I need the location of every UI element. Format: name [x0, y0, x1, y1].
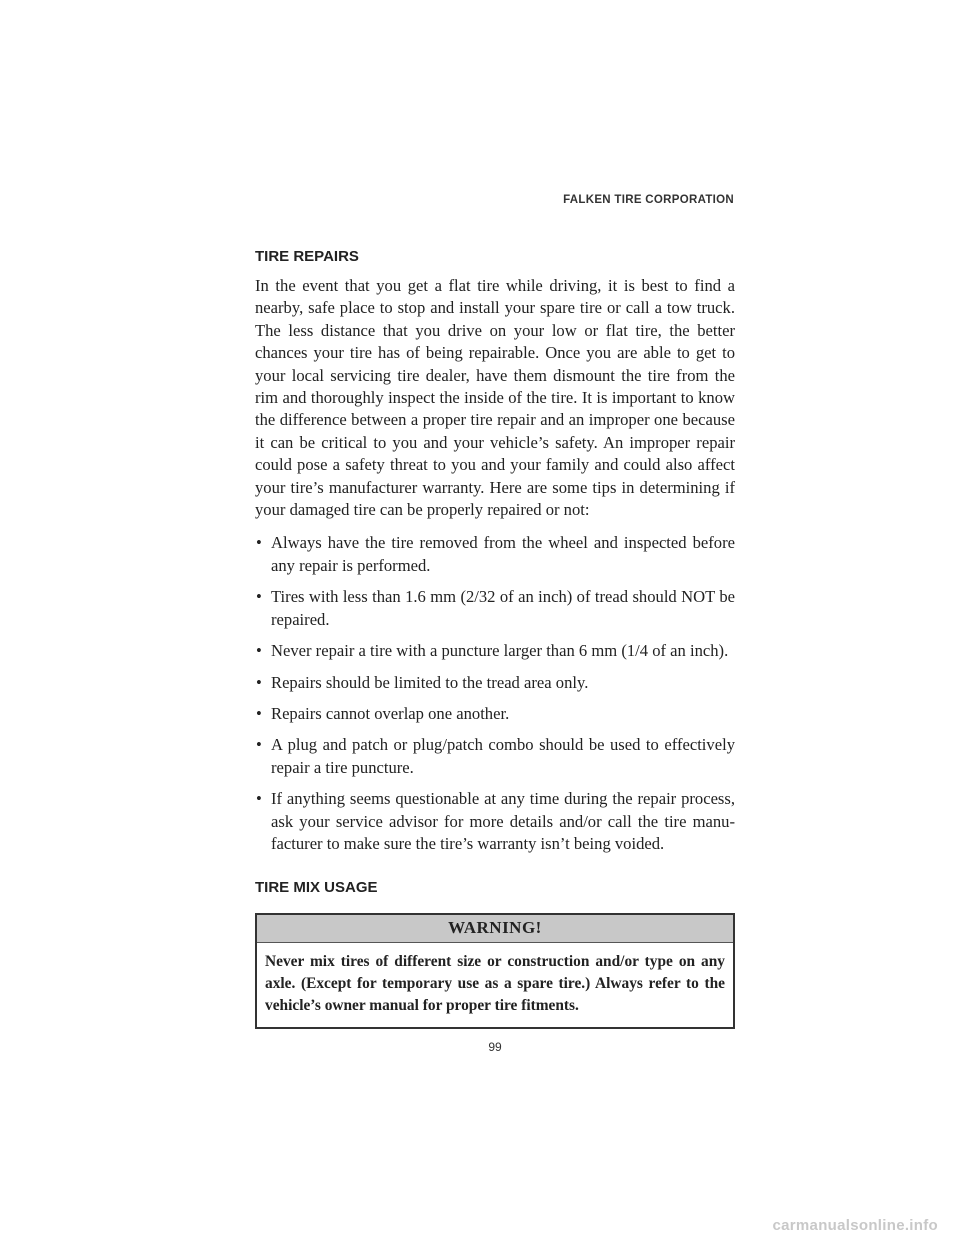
list-item-text: Repairs should be limited to the tread area only. — [271, 672, 589, 692]
section-heading-tire-mix-usage: TIRE MIX USAGE — [255, 879, 378, 897]
list-item — [255, 672, 735, 694]
bullet-icon: • — [256, 789, 262, 809]
repair-tips-list — [255, 532, 735, 855]
warning-box — [255, 913, 735, 1029]
list-item-text: Repairs cannot overlap one another. — [271, 703, 510, 723]
list-item-text: Always have the tire removed from the wheel and inspected before any repair is performed. — [271, 533, 735, 575]
list-item-text: Tires with less than 1.6 mm (2/32 of an inch) of tread should NOT be repaired. — [271, 587, 735, 629]
warning-title: WARNING! — [257, 915, 733, 943]
list-item — [255, 640, 735, 662]
list-item — [255, 532, 735, 577]
bullet-icon: • — [256, 587, 262, 607]
bullet-icon: • — [256, 672, 262, 692]
bullet-icon: • — [256, 533, 262, 553]
bullet-icon: • — [256, 641, 262, 661]
list-item — [255, 703, 735, 725]
page-number: 99 — [488, 1040, 502, 1054]
section-heading-tire-repairs: TIRE REPAIRS — [255, 248, 359, 265]
list-item-text: Never repair a tire with a puncture larger than 6 mm (1/4 of an inch). — [271, 641, 729, 661]
list-item-text: If anything seems questionable at any time during the repair process, ask your service advisor for more details and/or call the tire manufacturer to make sure the tire’s warranty isn’t being voided. — [271, 789, 735, 853]
watermark-text: carmanualsonline.info — [772, 1217, 938, 1234]
running-header: FALKEN TIRE CORPORATION — [563, 194, 734, 206]
bullet-icon: • — [256, 703, 262, 723]
page-content — [255, 248, 735, 1029]
warning-text: Never mix tires of different size or construction and/or type on any axle. (Except for temporary use as a spare tire.) Always refer to the vehicle’s owner manual for proper tire fitments. — [265, 953, 725, 1015]
list-item — [255, 734, 735, 779]
bullet-icon: • — [256, 735, 262, 755]
list-item-text: A plug and patch or plug/patch combo should be used to effectively repair a tire puncture. — [271, 735, 735, 777]
list-item — [255, 586, 735, 631]
intro-paragraph: In the event that you get a flat tire while driving, it is best to find a nearby, safe place to stop and install your spare tire or call a tow truck. The less distance that you drive on your low or flat tire, the better chances your tire has of being repairable. Once you are able to get to your local servicing tire dealer, have them dismount the tire from the rim and thoroughly inspect the inside of the tire. It is important to know the difference between a proper tire repair and an improper one because it can be critical to you and your vehicle’s safety. An improper repair could pose a safety threat to you and your family and could also affect your tire’s manufacturer warranty. Here are some tips in determining if your damaged tire can be properly repaired or not: — [255, 276, 735, 520]
list-item — [255, 788, 735, 855]
